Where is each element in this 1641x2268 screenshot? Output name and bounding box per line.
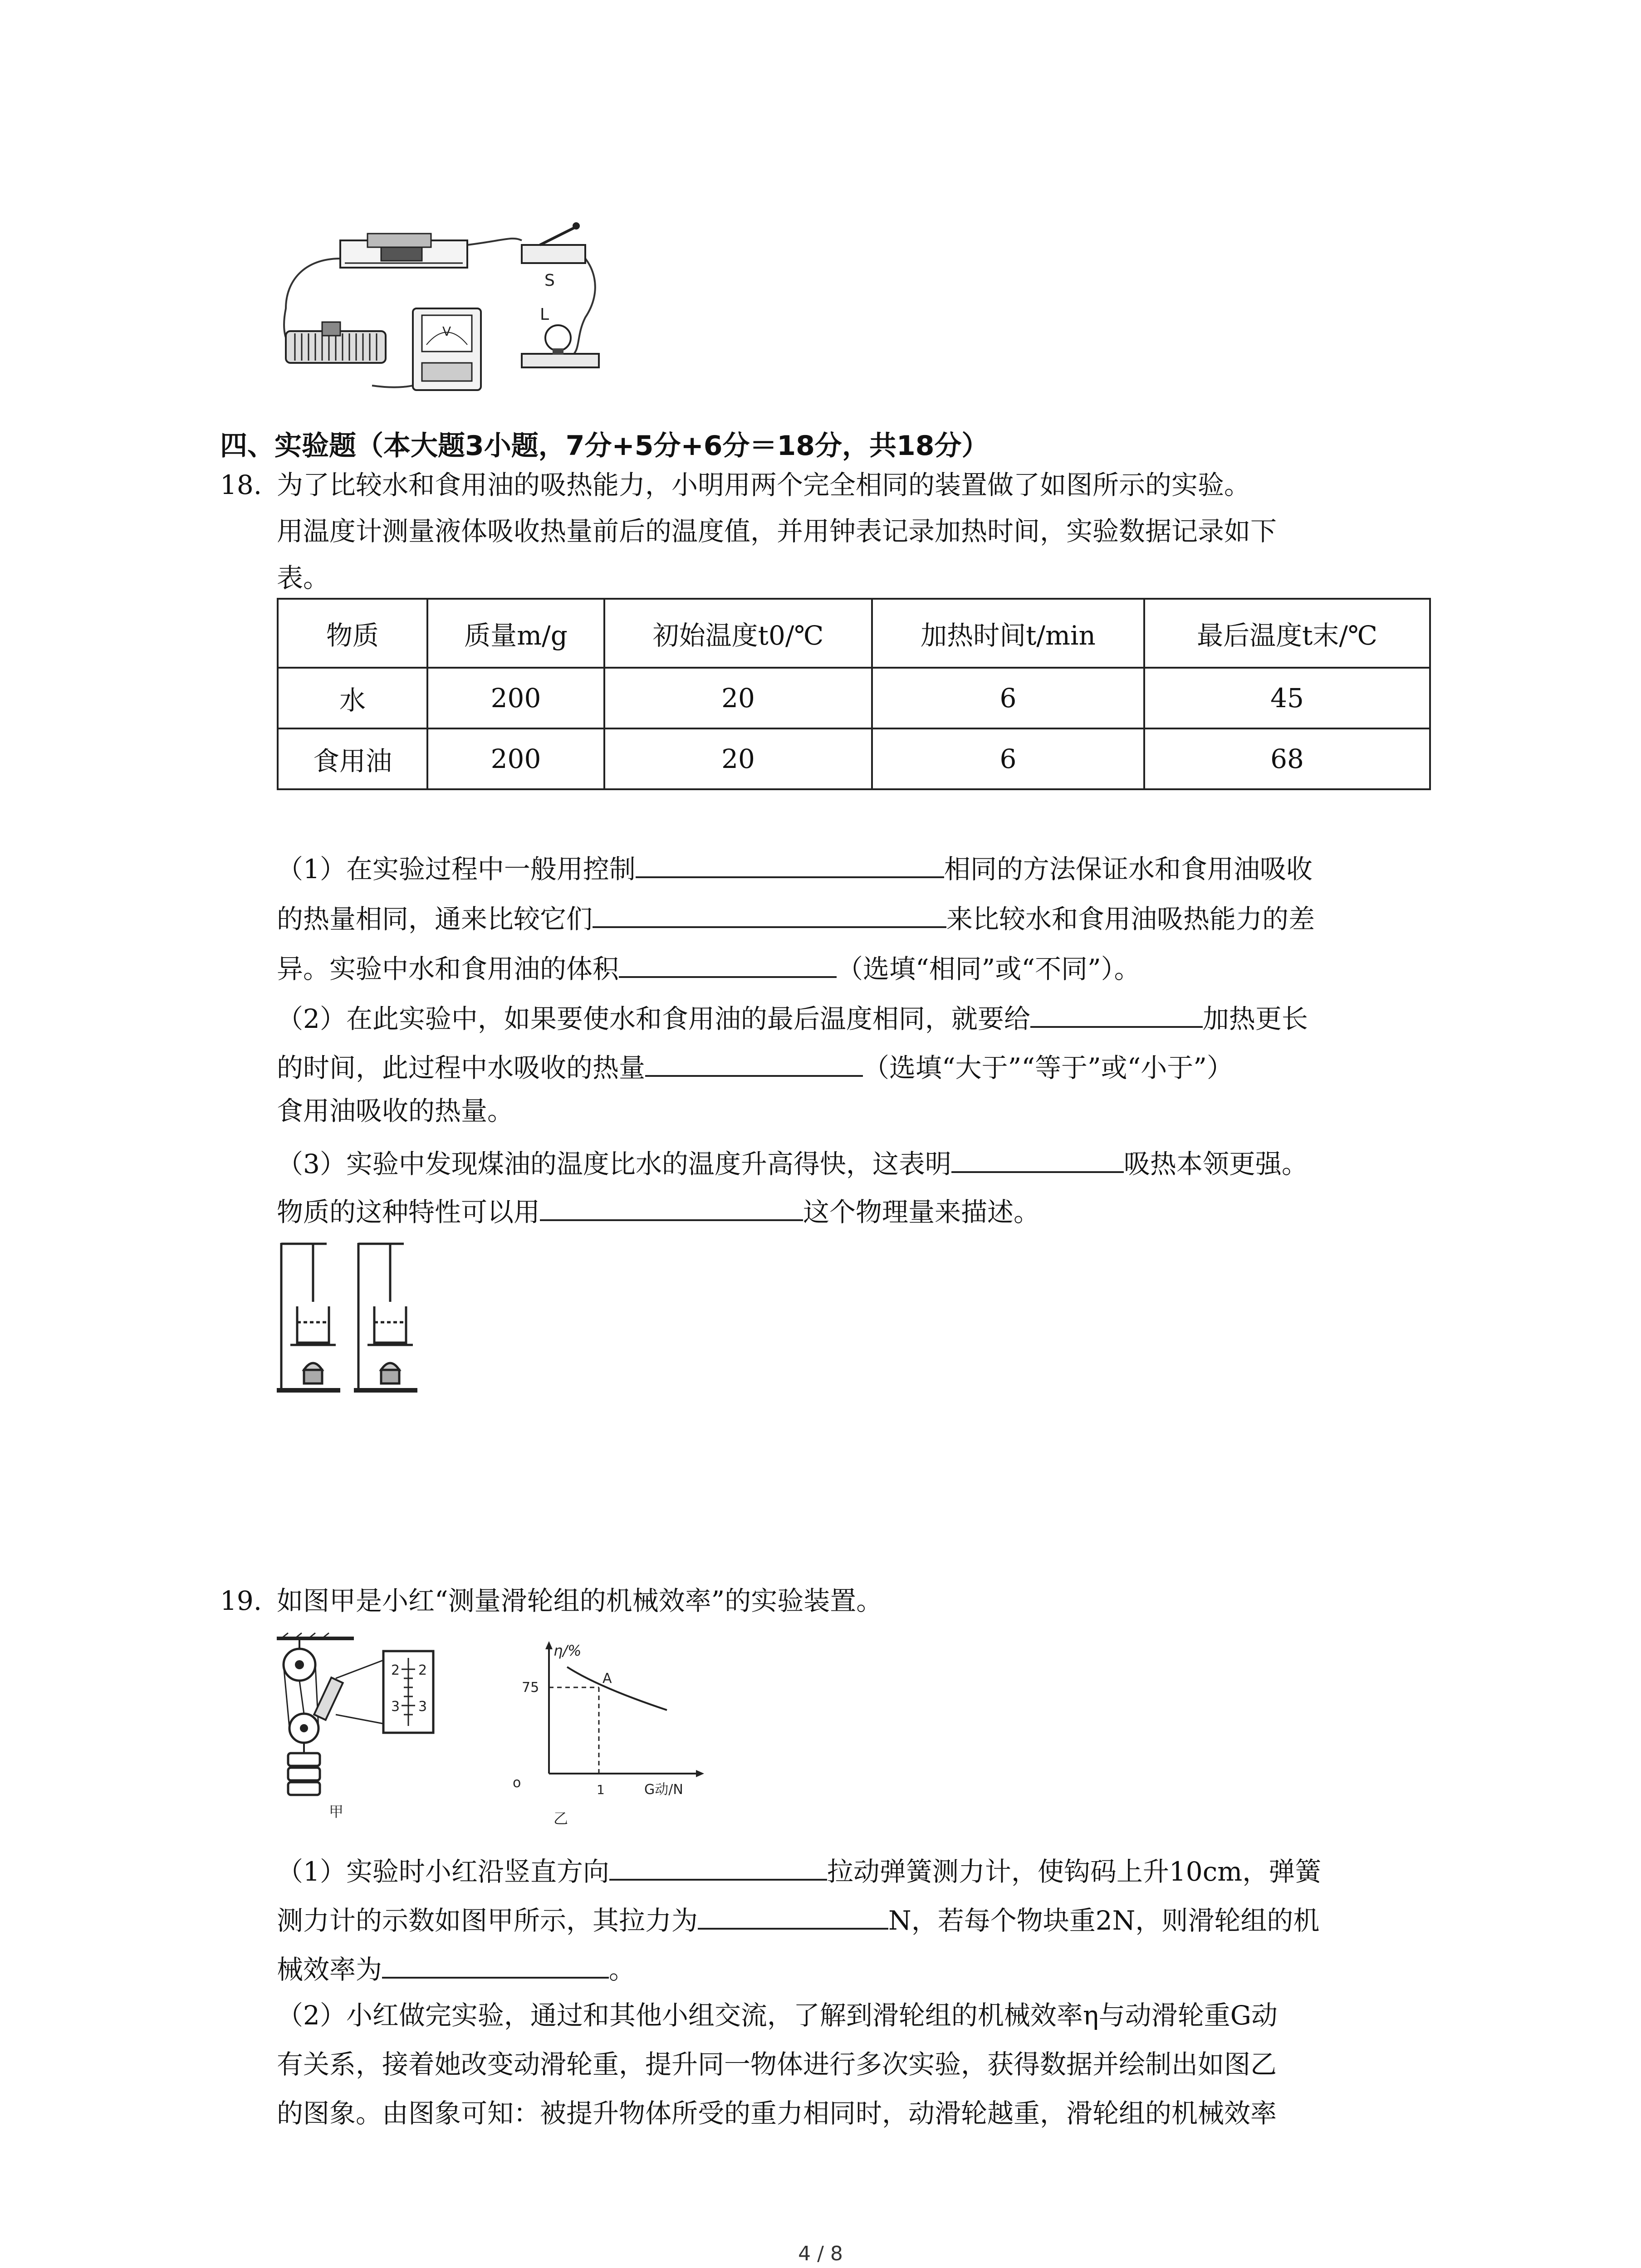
heating-apparatus-figure xyxy=(272,1234,436,1402)
lamp-label: L xyxy=(540,305,549,324)
y-tick-label: 75 xyxy=(522,1680,539,1696)
q19-p1-text-e: 械效率为 xyxy=(277,1954,382,1985)
answer-blank[interactable] xyxy=(593,903,946,928)
q19-p1-text-c: 测力计的示数如图甲所示，其拉力为 xyxy=(277,1905,698,1936)
table-header-row xyxy=(278,599,1430,668)
q18-part2-line2 xyxy=(277,1051,1233,1081)
q18-p1-text-a: （1）在实验过程中一般用控制 xyxy=(277,854,636,885)
scale-mark: 2 xyxy=(391,1662,400,1678)
scale-mark: 3 xyxy=(391,1699,400,1715)
circuit-figure xyxy=(268,218,603,399)
q19-part2-line1: （2）小红做完实验，通过和其他小组交流，了解到滑轮组的机械效率η与动滑轮重G动 xyxy=(277,2000,1278,2031)
table-header-cell: 初始温度t0/℃ xyxy=(604,599,872,668)
table-cell: 45 xyxy=(1144,668,1430,728)
q19-part1-line1 xyxy=(277,1855,1321,1885)
table-cell: 68 xyxy=(1144,728,1430,789)
q18-intro-line2: 用温度计测量液体吸收热量前后的温度值，并用钟表记录加热时间，实验数据记录如下 xyxy=(277,516,1277,547)
efficiency-graph-yi xyxy=(513,1637,717,1828)
q19-p1-text-a: （1）实验时小红沿竖直方向 xyxy=(277,1856,609,1887)
answer-blank[interactable] xyxy=(619,953,837,978)
table-header-cell: 加热时间t/min xyxy=(872,599,1144,668)
q18-p1-text-f: （选填“相同”或“不同”）。 xyxy=(837,953,1141,984)
answer-blank[interactable] xyxy=(1030,1002,1203,1028)
y-axis-label: η/% xyxy=(554,1642,582,1659)
q18-p2-text-b: 加热更长 xyxy=(1202,1003,1308,1034)
table-cell: 6 xyxy=(872,728,1144,789)
apparatus-left xyxy=(277,1243,340,1390)
table-cell: 食用油 xyxy=(278,728,427,789)
scale-mark: 3 xyxy=(418,1699,427,1715)
q18-p2-text-d: （选填“大于”“等于”或“小于”） xyxy=(863,1052,1233,1083)
q18-number: 18. xyxy=(220,469,262,500)
table-header-cell: 物质 xyxy=(278,599,427,668)
q18-part2-line1 xyxy=(277,1002,1308,1032)
q18-part1-line3 xyxy=(277,953,1141,982)
x-axis-label: G动/N xyxy=(644,1782,683,1798)
q18-part3-line2 xyxy=(277,1196,1040,1225)
q19-part1-line2 xyxy=(277,1904,1319,1934)
figure-yi-label: 乙 xyxy=(554,1810,568,1827)
q18-p2-text-c: 的时间，此过程中水吸收的热量 xyxy=(277,1052,646,1083)
table-cell: 6 xyxy=(872,668,1144,728)
answer-blank[interactable] xyxy=(609,1855,827,1881)
table-cell: 水 xyxy=(278,668,427,728)
q18-part3-line1 xyxy=(277,1148,1308,1177)
q19-p1-text-d: N，若每个物块重2N，则滑轮组的机 xyxy=(888,1905,1320,1936)
weight-block xyxy=(288,1753,320,1766)
table-row xyxy=(278,668,1430,728)
figure-jia-label: 甲 xyxy=(329,1803,344,1820)
answer-blank[interactable] xyxy=(645,1051,863,1077)
q18-p1-text-c: 的热量相同，通来比较它们 xyxy=(277,904,593,934)
pulley-figure-jia xyxy=(272,1633,445,1823)
q19-number: 19. xyxy=(220,1585,262,1616)
table-cell: 200 xyxy=(427,728,604,789)
scale-mark: 2 xyxy=(418,1662,427,1678)
answer-blank[interactable] xyxy=(540,1196,803,1221)
x-tick-label: 1 xyxy=(597,1782,605,1797)
weight-block xyxy=(288,1782,320,1795)
meter-label: V xyxy=(442,324,451,339)
switch-label: S xyxy=(544,271,555,290)
efficiency-curve xyxy=(567,1667,667,1710)
q19-intro: 如图甲是小红“测量滑轮组的机械效率”的实验装置。 xyxy=(277,1585,883,1616)
origin-label: o xyxy=(513,1775,521,1791)
q18-data-table xyxy=(277,598,1431,790)
table-cell: 20 xyxy=(604,728,872,789)
q18-part1-line2 xyxy=(277,903,1315,932)
q19-part2-line3: 的图象。由图象可知：被提升物体所受的重力相同时，动滑轮越重，滑轮组的机械效率 xyxy=(277,2098,1277,2129)
q19-part2-line2: 有关系，接着她改变动滑轮重，提升同一物体进行多次实验，获得数据并绘制出如图乙 xyxy=(277,2049,1277,2080)
q18-p1-text-e: 异。实验中水和食用油的体积 xyxy=(277,953,619,984)
q18-intro-line1: 为了比较水和食用油的吸热能力，小明用两个完全相同的装置做了如图所示的实验。 xyxy=(277,469,1251,500)
q18-p1-text-b: 相同的方法保证水和食用油吸收 xyxy=(944,854,1313,885)
q18-part1-line1 xyxy=(277,853,1313,885)
q18-p3-text-a: （3）实验中发现煤油的温度比水的温度升高得快，这表明 xyxy=(277,1149,951,1179)
q18-p3-text-d: 这个物理量来描述。 xyxy=(803,1197,1040,1227)
table-cell: 20 xyxy=(604,668,872,728)
answer-blank[interactable] xyxy=(382,1953,609,1979)
q19-p1-text-b: 拉动弹簧测力计，使钩码上升10cm，弹簧 xyxy=(827,1856,1322,1887)
q18-p2-text-a: （2）在此实验中，如果要使水和食用油的最后温度相同，就要给 xyxy=(277,1003,1030,1034)
table-header-cell: 最后温度t末/℃ xyxy=(1144,599,1430,668)
answer-blank[interactable] xyxy=(636,853,944,878)
table-row xyxy=(278,728,1430,789)
apparatus-right xyxy=(354,1243,417,1390)
section-title: 四、实验题（本大题3小题，7分+5分+6分＝18分，共18分） xyxy=(220,430,989,462)
q19-p1-text-f: 。 xyxy=(609,1954,636,1985)
q18-p3-text-c: 物质的这种特性可以用 xyxy=(277,1197,540,1227)
q18-intro-line3: 表。 xyxy=(277,562,330,593)
answer-blank[interactable] xyxy=(951,1148,1124,1173)
table-header-cell: 质量m/g xyxy=(427,599,604,668)
weight-block xyxy=(288,1768,320,1780)
q18-part2-line3: 食用油吸收的热量。 xyxy=(277,1095,514,1126)
q18-p3-text-b: 吸热本领更强。 xyxy=(1123,1149,1308,1179)
q19-part1-line3 xyxy=(277,1953,635,1983)
answer-blank[interactable] xyxy=(698,1904,888,1930)
page-number: 4 / 8 xyxy=(798,2242,843,2265)
q18-p1-text-d: 来比较水和食用油吸热能力的差 xyxy=(946,904,1315,934)
point-a-label: A xyxy=(603,1671,612,1686)
table-cell: 200 xyxy=(427,668,604,728)
